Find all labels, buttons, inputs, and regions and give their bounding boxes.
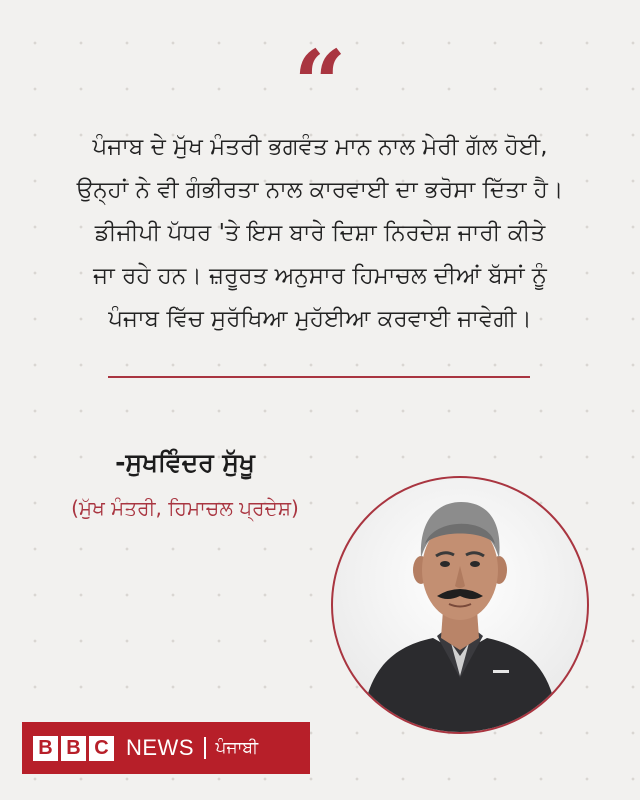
author-name: -ਸੁਖਵਿੰਦਰ ਸੁੱਖੂ xyxy=(115,448,255,477)
bbc-news-punjabi-logo xyxy=(22,722,310,774)
brand-separator xyxy=(204,737,206,759)
brand-language-label: ਪੰਜਾਬੀ xyxy=(215,738,259,758)
quote-line: ਜਾ ਰਹੇ ਹਨ। ਜ਼ਰੂਰਤ ਅਨੁਸਾਰ ਹਿਮਾਚਲ ਦੀਆਂ ਬੱਸਾਂ ਨੂੰ xyxy=(93,263,547,289)
bbc-logo-block: B xyxy=(33,736,58,761)
quote-line: ਪੰਜਾਬ ਦੇ ਮੁੱਖ ਮੰਤਰੀ ਭਗਵੰਤ ਮਾਨ ਨਾਲ ਮੇਰੀ ਗੱਲ ਹੋਈ, xyxy=(92,134,548,160)
quote-line: ਡੀਜੀਪੀ ਪੱਧਰ 'ਤੇ ਇਸ ਬਾਰੇ ਦਿਸ਼ਾ ਨਿਰਦੇਸ਼ ਜਾਰੀ ਕੀਤੇ xyxy=(94,220,546,246)
author-role: (ਮੁੱਖ ਮੰਤਰੀ, ਹਿਮਾਚਲ ਪ੍ਰਦੇਸ਼) xyxy=(71,496,299,520)
bbc-logo-block: C xyxy=(89,736,114,761)
quote-line: ਉਨ੍ਹਾਂ ਨੇ ਵੀ ਗੰਭੀਰਤਾ ਨਾਲ ਕਾਰਵਾਈ ਦਾ ਭਰੋਸਾ ਦਿੱਤਾ ਹੈ। xyxy=(76,177,564,203)
bbc-logo-block: B xyxy=(61,736,86,761)
brand-news-label: NEWS xyxy=(126,735,194,760)
bbc-logo xyxy=(33,736,117,761)
quote-text xyxy=(24,126,616,341)
person-portrait-icon xyxy=(333,478,587,732)
quote-line: ਪੰਜਾਬ ਵਿੱਚ ਸੁਰੱਖਿਆ ਮੁਹੱਈਆ ਕਰਵਾਈ ਜਾਵੇਗੀ। xyxy=(108,306,532,332)
divider xyxy=(108,376,530,378)
quote-mark-icon: “ xyxy=(293,30,347,138)
author-portrait xyxy=(331,476,589,734)
